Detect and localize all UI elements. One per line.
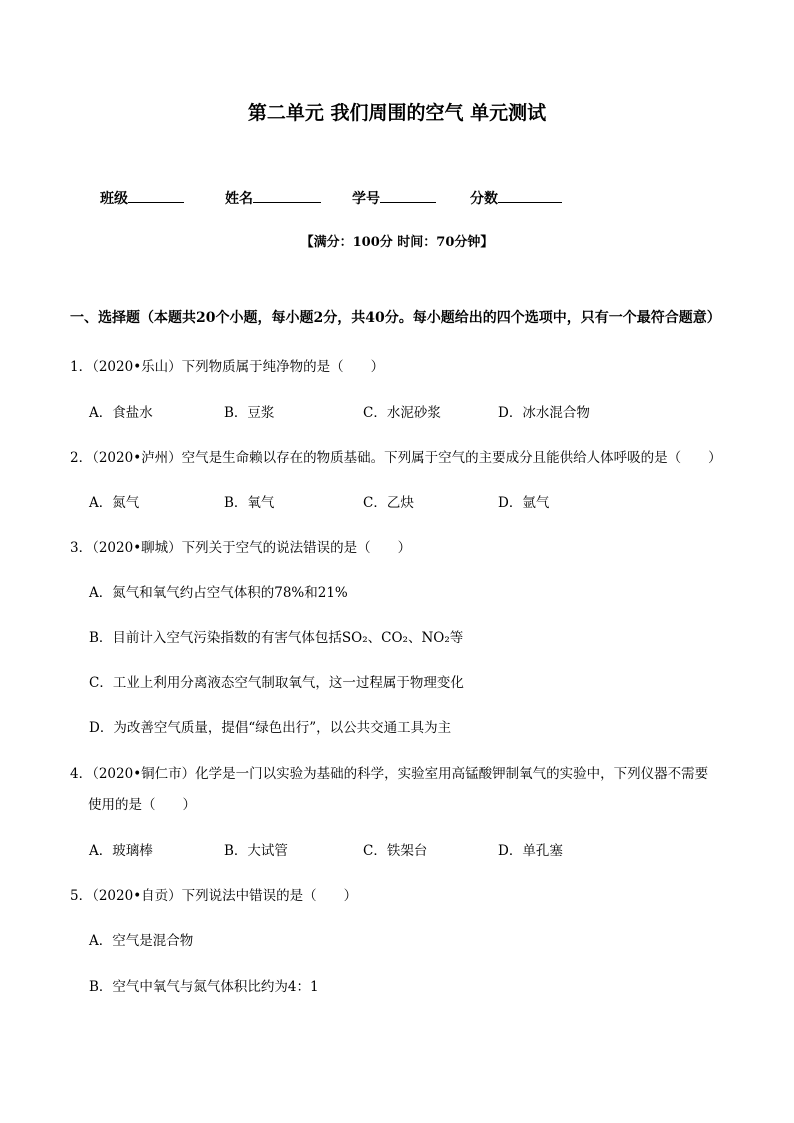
student-id-field [352,188,436,208]
question-2-option-b: B．氧气 [224,495,275,511]
question-1-option-a: A．食盐水 [89,405,153,421]
question-2-option-c: C．乙炔 [363,495,414,511]
question-1-option-c: C．水泥砂浆 [363,405,441,421]
question-3-option-b: B．目前计入空气污染指数的有害气体包括SO₂、CO₂、NO₂等 [89,630,464,646]
class-blank [128,188,184,203]
question-1-stem: 1．（2020•乐山）下列物质属于纯净物的是（ ） [70,359,385,375]
name-label: 姓名 [225,191,253,207]
question-2-stem: 2．（2020•泸州）空气是生命赖以存在的物质基础。下列属于空气的主要成分且能供给人体呼吸的是（ ） [70,450,722,466]
question-1-option-b: B．豆浆 [224,405,275,421]
question-4-option-b: B．大试管 [224,843,288,859]
question-4-stem-continued: 使用的是（ ） [88,797,196,813]
score-time-line: 【满分：100分 时间：70分钟】 [300,235,494,250]
question-4-option-a: A．玻璃棒 [89,843,153,859]
question-4-option-c: C．铁架台 [363,843,428,859]
question-3-option-a: A．氮气和氧气约占空气体积的78%和21% [89,585,348,601]
name-blank [253,188,321,203]
student-id-label: 学号 [352,191,380,207]
question-3-option-d: D．为改善空气质量，提倡“绿色出行”，以公共交通工具为主 [89,720,452,736]
question-4-stem: 4．（2020•铜仁市）化学是一门以实验为基础的科学，实验室用高锰酸钾制氧气的实验中，下列仪器不需要 [70,766,709,782]
question-2-option-a: A．氮气 [89,495,140,511]
section-heading: 一、选择题（本题共20个小题，每小题2分，共40分。每小题给出的四个选项中，只有一个最符合题意） [70,310,721,326]
class-label: 班级 [100,191,128,207]
student-id-blank [380,188,436,203]
question-5-stem: 5．（2020•自贡）下列说法中错误的是（ ） [70,888,358,904]
score-label: 分数 [470,191,498,207]
name-field [225,188,321,208]
question-2-option-d: D．氩气 [498,495,550,511]
question-4-option-d: D．单孔塞 [498,843,563,859]
class-field [100,188,184,208]
question-5-option-a: A．空气是混合物 [89,933,194,949]
question-3-stem: 3．（2020•聊城）下列关于空气的说法错误的是（ ） [70,540,412,556]
question-1-option-d: D．冰水混合物 [498,405,590,421]
score-blank [498,188,562,203]
score-field [470,188,562,208]
question-5-option-b: B．空气中氧气与氮气体积比约为4：1 [89,979,319,995]
page-title: 第二单元 我们周围的空气 单元测试 [247,102,547,124]
question-3-option-c: C．工业上利用分离液态空气制取氧气，这一过程属于物理变化 [89,675,464,691]
